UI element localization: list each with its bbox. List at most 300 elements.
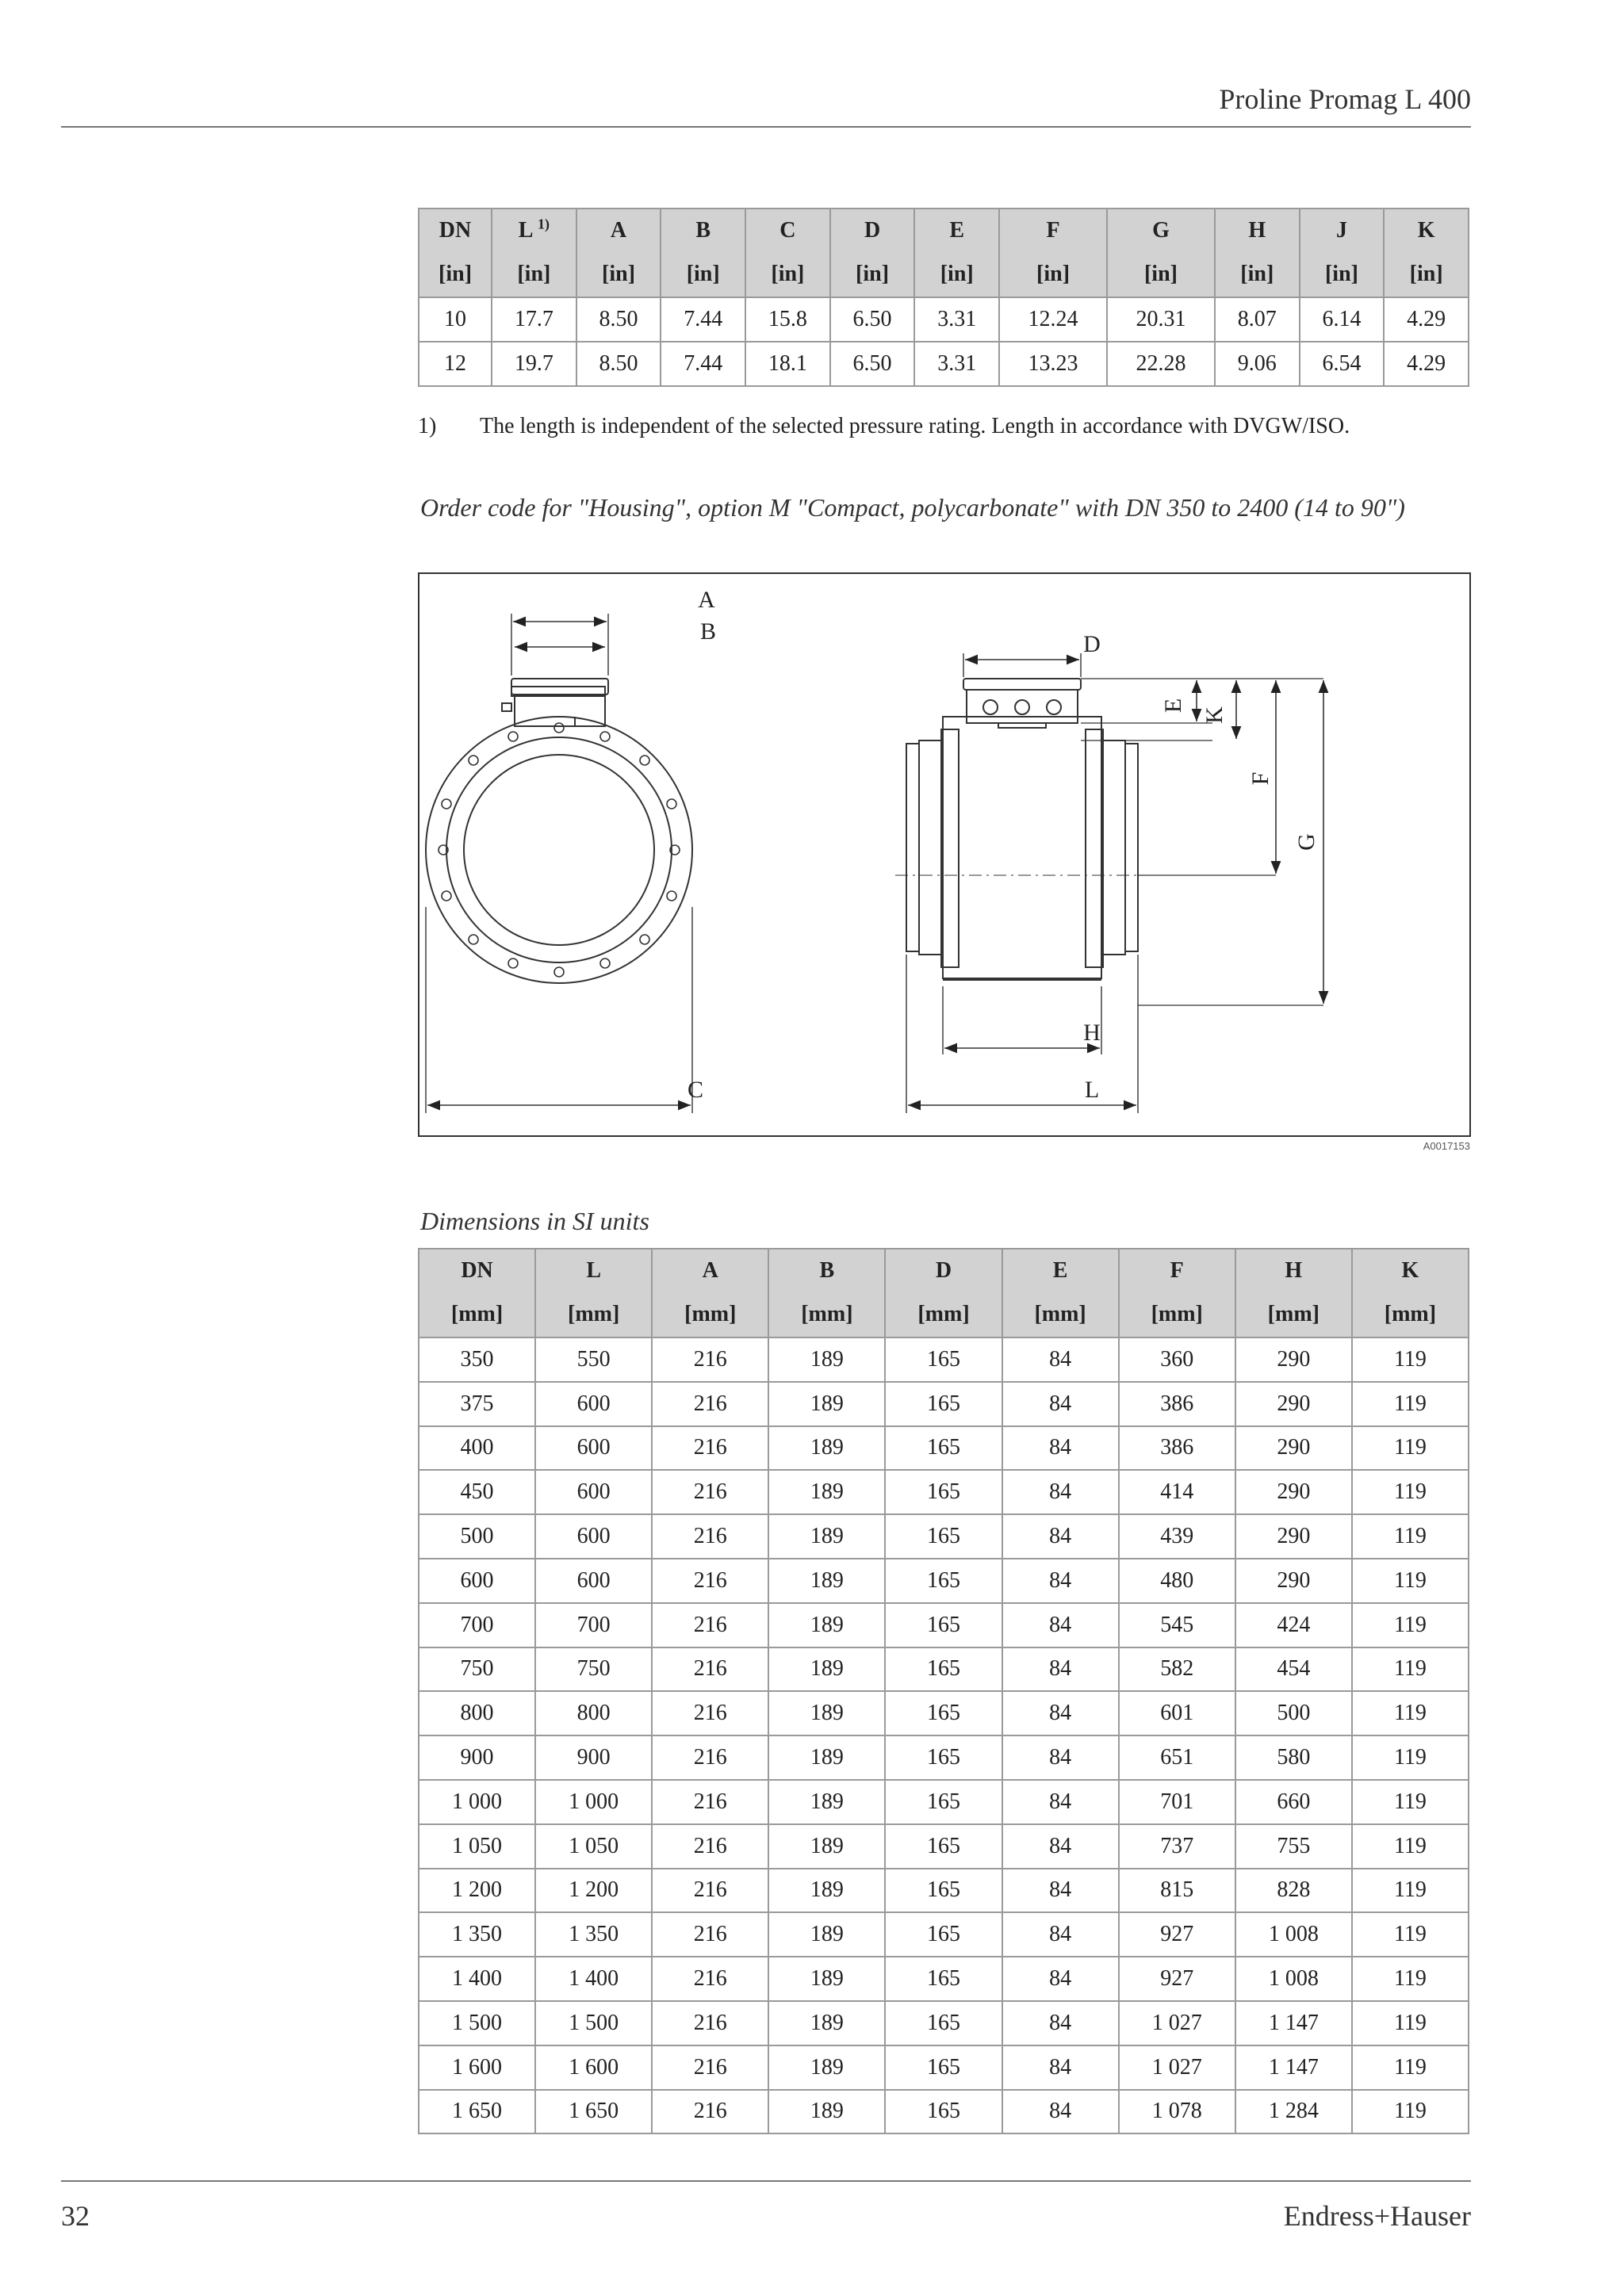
column-header-g [1107, 209, 1215, 252]
column-symbol: K [1417, 218, 1435, 243]
table-cell: 9.06 [1215, 342, 1300, 386]
table-cell: 1 600 [419, 2045, 535, 2090]
table-cell: 1 147 [1235, 2045, 1352, 2090]
table-cell: 189 [768, 2090, 885, 2134]
table-cell: 545 [1119, 1603, 1235, 1647]
column-header-a [652, 1249, 768, 1292]
table-cell: 84 [1002, 1735, 1119, 1780]
table-cell: 119 [1352, 1869, 1469, 1913]
column-unit: [mm] [535, 1292, 652, 1337]
label-h: H [1083, 1020, 1101, 1046]
table-cell: 1 147 [1235, 2001, 1352, 2045]
table-cell: 165 [885, 1559, 1002, 1603]
table-cell: 84 [1002, 1382, 1119, 1426]
header-divider [61, 126, 1471, 128]
table-row [419, 297, 1469, 342]
figure-id: A0017153 [1423, 1140, 1470, 1152]
column-header-k [1384, 209, 1469, 252]
table-cell: 216 [652, 1957, 768, 2001]
table-cell: 84 [1002, 1337, 1119, 1382]
table-cell: 480 [1119, 1559, 1235, 1603]
table-cell: 216 [652, 1824, 768, 1869]
table-cell: 6.14 [1300, 297, 1385, 342]
table-cell: 701 [1119, 1780, 1235, 1824]
table-cell: 119 [1352, 1912, 1469, 1957]
table-row [419, 2001, 1469, 2045]
table-cell: 386 [1119, 1426, 1235, 1471]
column-header-b [661, 209, 745, 252]
table-cell: 7.44 [661, 342, 745, 386]
table-cell: 290 [1235, 1514, 1352, 1559]
table-cell: 189 [768, 1957, 885, 2001]
table-cell: 119 [1352, 1559, 1469, 1603]
dimension-drawing [418, 572, 1471, 1137]
column-unit: [in] [1107, 252, 1215, 297]
table-cell: 165 [885, 1735, 1002, 1780]
column-header-h [1215, 209, 1300, 252]
column-unit: [in] [1300, 252, 1385, 297]
table-cell: 1 500 [535, 2001, 652, 2045]
dimensions-table-inch [418, 208, 1469, 387]
table-cell: 119 [1352, 2045, 1469, 2090]
column-unit: [in] [999, 252, 1107, 297]
footnote [418, 414, 1350, 439]
table-cell: 1 200 [419, 1869, 535, 1913]
label-d: D [1083, 631, 1101, 657]
table-cell: 17.7 [492, 297, 576, 342]
inch-table-body [419, 297, 1469, 386]
table-cell: 755 [1235, 1824, 1352, 1869]
table-row [419, 1559, 1469, 1603]
table-cell: 216 [652, 1869, 768, 1913]
column-header-j [1300, 209, 1385, 252]
table-cell: 13.23 [999, 342, 1107, 386]
column-symbol: A [610, 218, 627, 243]
table-cell: 927 [1119, 1957, 1235, 2001]
label-l: L [1084, 1077, 1100, 1103]
table-cell: 8.07 [1215, 297, 1300, 342]
table-cell: 1 000 [419, 1780, 535, 1824]
table-cell: 1 600 [535, 2045, 652, 2090]
table-cell: 424 [1235, 1603, 1352, 1647]
table-cell: 119 [1352, 1824, 1469, 1869]
table-cell: 189 [768, 1514, 885, 1559]
column-symbol: DN [461, 1258, 493, 1283]
table-cell: 84 [1002, 1603, 1119, 1647]
column-unit: [mm] [652, 1292, 768, 1337]
table-cell: 189 [768, 1869, 885, 1913]
label-c: C [687, 1077, 704, 1103]
column-unit: [in] [745, 252, 830, 297]
table-cell: 1 500 [419, 2001, 535, 2045]
table-cell: 454 [1235, 1647, 1352, 1692]
column-unit: [mm] [1119, 1292, 1235, 1337]
column-header-f [999, 209, 1107, 252]
table-cell: 580 [1235, 1735, 1352, 1780]
table-cell: 1 400 [535, 1957, 652, 2001]
table-cell: 1 078 [1119, 2090, 1235, 2134]
table-cell: 119 [1352, 1514, 1469, 1559]
table-cell: 700 [419, 1603, 535, 1647]
table-cell: 800 [419, 1691, 535, 1735]
table-cell: 439 [1119, 1514, 1235, 1559]
table-cell: 216 [652, 1470, 768, 1514]
inch-header-symbol-row [419, 209, 1469, 252]
column-header-h [1235, 1249, 1352, 1292]
column-symbol: H [1285, 1258, 1303, 1283]
table-row [419, 342, 1469, 386]
table-cell: 450 [419, 1470, 535, 1514]
table-cell: 582 [1119, 1647, 1235, 1692]
table-cell: 216 [652, 2090, 768, 2134]
table-cell: 290 [1235, 1470, 1352, 1514]
column-symbol: F [1046, 218, 1060, 243]
table-cell: 500 [1235, 1691, 1352, 1735]
table-cell: 189 [768, 1647, 885, 1692]
table-cell: 165 [885, 1869, 1002, 1913]
table-cell: 165 [885, 1603, 1002, 1647]
column-header-f [1119, 1249, 1235, 1292]
column-header-e [1002, 1249, 1119, 1292]
table-cell: 6.54 [1300, 342, 1385, 386]
table-row [419, 2090, 1469, 2134]
column-symbol: G [1152, 218, 1170, 243]
table-cell: 84 [1002, 2001, 1119, 2045]
table-cell: 189 [768, 1559, 885, 1603]
table-cell: 84 [1002, 1559, 1119, 1603]
table-cell: 216 [652, 1426, 768, 1471]
table-cell: 216 [652, 1912, 768, 1957]
table-cell: 22.28 [1107, 342, 1215, 386]
table-row [419, 1382, 1469, 1426]
column-symbol: E [1052, 1258, 1068, 1283]
table-cell: 360 [1119, 1337, 1235, 1382]
table-cell: 119 [1352, 1603, 1469, 1647]
table-cell: 189 [768, 1691, 885, 1735]
table-cell: 165 [885, 1957, 1002, 2001]
table-cell: 119 [1352, 2090, 1469, 2134]
table-cell: 189 [768, 1382, 885, 1426]
table-cell: 216 [652, 1647, 768, 1692]
table-cell: 750 [535, 1647, 652, 1692]
table-cell: 216 [652, 1780, 768, 1824]
table-cell: 1 284 [1235, 2090, 1352, 2134]
label-g: G [1293, 833, 1320, 851]
column-unit: [in] [830, 252, 915, 297]
table-cell: 1 008 [1235, 1912, 1352, 1957]
footnote-text: The length is independent of the selected pressure rating. Length in accordance with DVGW/ISO. [480, 414, 1350, 438]
dimensions-table-si [418, 1248, 1469, 2134]
page-number: 32 [61, 2200, 90, 2232]
table-cell: 600 [535, 1470, 652, 1514]
table-cell: 119 [1352, 1735, 1469, 1780]
table-cell: 189 [768, 1470, 885, 1514]
table-cell: 216 [652, 1382, 768, 1426]
column-symbol: H [1248, 218, 1266, 243]
flowmeter-drawing-svg [419, 574, 1469, 1135]
table-cell: 189 [768, 2045, 885, 2090]
column-header-dn [419, 209, 492, 252]
table-cell: 119 [1352, 1691, 1469, 1735]
table-cell: 165 [885, 2001, 1002, 2045]
column-unit: [in] [492, 252, 576, 297]
table-cell: 1 650 [419, 2090, 535, 2134]
table-cell: 165 [885, 1470, 1002, 1514]
table-cell: 165 [885, 1824, 1002, 1869]
table-cell: 216 [652, 2001, 768, 2045]
table-cell: 19.7 [492, 342, 576, 386]
column-symbol: E [949, 218, 965, 243]
si-units-caption: Dimensions in SI units [420, 1207, 649, 1235]
table-cell: 1 650 [535, 2090, 652, 2134]
column-header-d [830, 209, 915, 252]
order-code-caption: Order code for "Housing", option M "Compact, polycarbonate" with DN 350 to 2400 (14 to 90") [420, 493, 1405, 522]
table-cell: 165 [885, 2045, 1002, 2090]
table-cell: 84 [1002, 2045, 1119, 2090]
table-cell: 600 [535, 1559, 652, 1603]
table-cell: 189 [768, 2001, 885, 2045]
column-symbol: D [864, 218, 881, 243]
table-row [419, 1647, 1469, 1692]
table-cell: 500 [419, 1514, 535, 1559]
table-cell: 84 [1002, 1647, 1119, 1692]
si-header-unit-row [419, 1292, 1469, 1337]
table-cell: 6.50 [830, 297, 915, 342]
column-unit: [in] [1384, 252, 1469, 297]
table-row [419, 1735, 1469, 1780]
table-row [419, 1514, 1469, 1559]
column-symbol: L [586, 1258, 601, 1283]
table-cell: 927 [1119, 1912, 1235, 1957]
footer-brand: Endress+Hauser [1283, 2200, 1471, 2232]
table-cell: 600 [535, 1514, 652, 1559]
table-cell: 165 [885, 1514, 1002, 1559]
table-cell: 828 [1235, 1869, 1352, 1913]
table-cell: 600 [535, 1426, 652, 1471]
table-cell: 737 [1119, 1824, 1235, 1869]
column-symbol: L [518, 218, 532, 243]
side-view [895, 653, 1323, 1113]
column-symbol: A [702, 1258, 718, 1283]
table-cell: 216 [652, 2045, 768, 2090]
table-cell: 600 [419, 1559, 535, 1603]
column-unit: [mm] [768, 1292, 885, 1337]
table-cell: 84 [1002, 1470, 1119, 1514]
column-header-dn [419, 1249, 535, 1292]
table-cell: 165 [885, 1647, 1002, 1692]
table-cell: 119 [1352, 1470, 1469, 1514]
column-symbol: C [779, 218, 796, 243]
table-cell: 290 [1235, 1382, 1352, 1426]
column-unit: [in] [914, 252, 999, 297]
table-cell: 700 [535, 1603, 652, 1647]
table-cell: 119 [1352, 1337, 1469, 1382]
table-cell: 900 [419, 1735, 535, 1780]
label-b: B [699, 618, 717, 645]
table-row [419, 1957, 1469, 2001]
table-row [419, 1869, 1469, 1913]
table-cell: 84 [1002, 1691, 1119, 1735]
table-cell: 601 [1119, 1691, 1235, 1735]
table-cell: 4.29 [1384, 342, 1469, 386]
table-cell: 119 [1352, 1647, 1469, 1692]
table-cell: 1 027 [1119, 2045, 1235, 2090]
table-cell: 189 [768, 1426, 885, 1471]
footnote-reference: 1) [537, 216, 550, 232]
table-cell: 900 [535, 1735, 652, 1780]
table-cell: 6.50 [830, 342, 915, 386]
table-cell: 189 [768, 1337, 885, 1382]
table-cell: 1 050 [535, 1824, 652, 1869]
table-row [419, 1426, 1469, 1471]
table-cell: 216 [652, 1559, 768, 1603]
table-row [419, 1337, 1469, 1382]
column-unit: [in] [576, 252, 661, 297]
column-header-e [914, 209, 999, 252]
table-cell: 660 [1235, 1780, 1352, 1824]
table-row [419, 1603, 1469, 1647]
column-symbol: DN [439, 218, 472, 243]
table-cell: 216 [652, 1735, 768, 1780]
column-symbol: K [1401, 1258, 1419, 1283]
table-cell: 550 [535, 1337, 652, 1382]
column-unit: [mm] [1235, 1292, 1352, 1337]
table-cell: 216 [652, 1514, 768, 1559]
table-cell: 1 008 [1235, 1957, 1352, 2001]
table-cell: 1 000 [535, 1780, 652, 1824]
table-cell: 1 027 [1119, 2001, 1235, 2045]
table-cell: 216 [652, 1691, 768, 1735]
si-header-symbol-row [419, 1249, 1469, 1292]
table-cell: 20.31 [1107, 297, 1215, 342]
label-k: K [1201, 706, 1228, 724]
table-cell: 216 [652, 1337, 768, 1382]
table-row [419, 1470, 1469, 1514]
table-cell: 84 [1002, 2090, 1119, 2134]
table-cell: 12.24 [999, 297, 1107, 342]
table-cell: 12 [419, 342, 492, 386]
table-cell: 84 [1002, 1912, 1119, 1957]
column-symbol: B [819, 1258, 835, 1283]
column-unit: [in] [661, 252, 745, 297]
column-unit: [mm] [419, 1292, 535, 1337]
column-header-c [745, 209, 830, 252]
table-cell: 216 [652, 1603, 768, 1647]
table-cell: 375 [419, 1382, 535, 1426]
table-cell: 165 [885, 1382, 1002, 1426]
table-row [419, 1780, 1469, 1824]
column-header-l [492, 209, 576, 252]
table-cell: 84 [1002, 1824, 1119, 1869]
table-cell: 84 [1002, 1869, 1119, 1913]
table-cell: 3.31 [914, 342, 999, 386]
table-cell: 7.44 [661, 297, 745, 342]
table-cell: 165 [885, 1912, 1002, 1957]
table-cell: 189 [768, 1824, 885, 1869]
label-f: F [1247, 771, 1274, 786]
table-cell: 189 [768, 1735, 885, 1780]
table-cell: 386 [1119, 1382, 1235, 1426]
table-cell: 189 [768, 1780, 885, 1824]
column-header-d [885, 1249, 1002, 1292]
table-cell: 119 [1352, 2001, 1469, 2045]
table-cell: 414 [1119, 1470, 1235, 1514]
table-cell: 600 [535, 1382, 652, 1426]
table-cell: 290 [1235, 1426, 1352, 1471]
table-cell: 400 [419, 1426, 535, 1471]
label-a: A [698, 587, 715, 613]
column-symbol: F [1170, 1258, 1184, 1283]
table-cell: 8.50 [576, 342, 661, 386]
table-cell: 119 [1352, 1957, 1469, 2001]
table-cell: 290 [1235, 1337, 1352, 1382]
table-cell: 119 [1352, 1426, 1469, 1471]
column-symbol: J [1335, 218, 1347, 243]
label-e: E [1160, 698, 1186, 714]
table-cell: 290 [1235, 1559, 1352, 1603]
table-cell: 1 350 [535, 1912, 652, 1957]
table-cell: 189 [768, 1603, 885, 1647]
table-cell: 84 [1002, 1957, 1119, 2001]
table-row [419, 1691, 1469, 1735]
table-cell: 3.31 [914, 297, 999, 342]
table-cell: 800 [535, 1691, 652, 1735]
column-symbol: B [695, 218, 711, 243]
column-symbol: D [935, 1258, 952, 1283]
column-header-l [535, 1249, 652, 1292]
table-cell: 165 [885, 1337, 1002, 1382]
inch-header-unit-row [419, 252, 1469, 297]
table-cell: 8.50 [576, 297, 661, 342]
front-view [426, 614, 692, 1113]
table-cell: 165 [885, 1426, 1002, 1471]
table-cell: 165 [885, 2090, 1002, 2134]
table-row [419, 1912, 1469, 1957]
table-cell: 84 [1002, 1426, 1119, 1471]
document-header-title: Proline Promag L 400 [1219, 83, 1471, 115]
table-cell: 1 200 [535, 1869, 652, 1913]
table-cell: 10 [419, 297, 492, 342]
footer-divider [61, 2180, 1471, 2182]
column-header-a [576, 209, 661, 252]
table-cell: 84 [1002, 1780, 1119, 1824]
footnote-marker: 1) [418, 414, 437, 438]
table-cell: 651 [1119, 1735, 1235, 1780]
table-cell: 815 [1119, 1869, 1235, 1913]
column-unit: [in] [1215, 252, 1300, 297]
si-table-body [419, 1337, 1469, 2133]
table-cell: 1 350 [419, 1912, 535, 1957]
column-unit: [mm] [1352, 1292, 1469, 1337]
table-cell: 119 [1352, 1382, 1469, 1426]
table-cell: 1 400 [419, 1957, 535, 2001]
table-row [419, 2045, 1469, 2090]
table-cell: 4.29 [1384, 297, 1469, 342]
column-header-b [768, 1249, 885, 1292]
column-unit: [in] [419, 252, 492, 297]
table-cell: 15.8 [745, 297, 830, 342]
table-cell: 189 [768, 1912, 885, 1957]
table-cell: 119 [1352, 1780, 1469, 1824]
column-header-k [1352, 1249, 1469, 1292]
table-cell: 84 [1002, 1514, 1119, 1559]
table-row [419, 1824, 1469, 1869]
table-cell: 165 [885, 1780, 1002, 1824]
column-unit: [mm] [1002, 1292, 1119, 1337]
table-cell: 18.1 [745, 342, 830, 386]
table-cell: 1 050 [419, 1824, 535, 1869]
table-cell: 350 [419, 1337, 535, 1382]
